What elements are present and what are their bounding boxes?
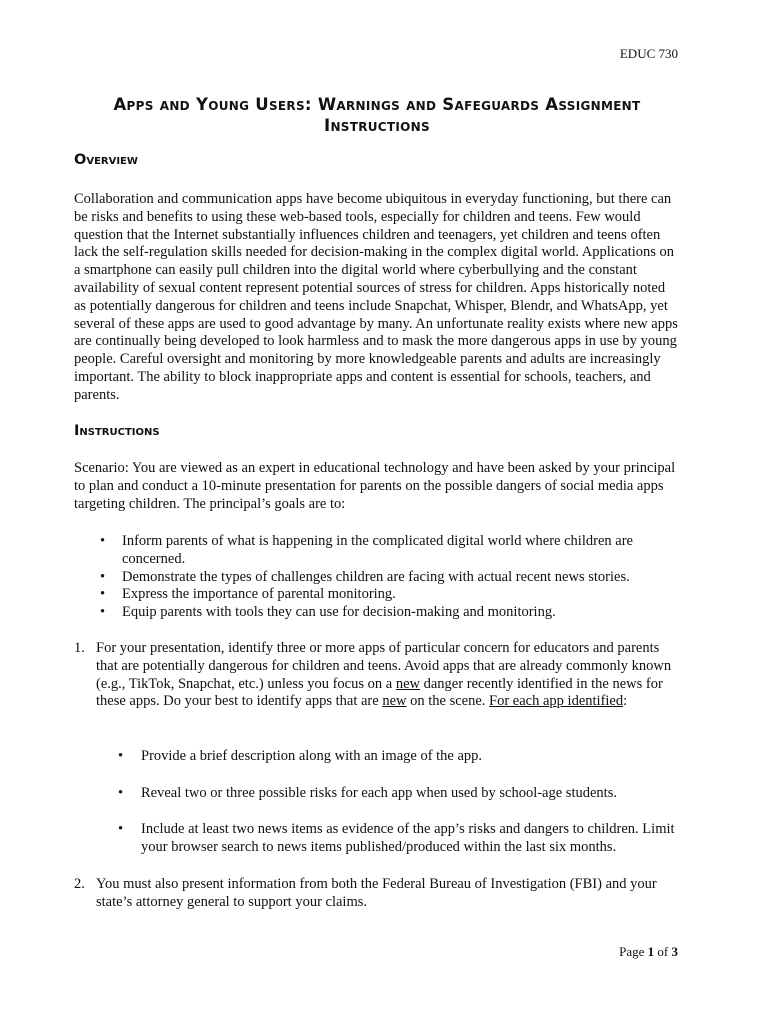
goal-item xyxy=(74,533,680,569)
overview-paragraph: Collaboration and communication apps have become ubiquitous in everyday functioning, but there can be risks and benefits to using these web-based tools, especially for children and teens. Few would question that the Internet substantially influences children and teenagers, yet children and teens often lack the self-regulation skills needed for decision-making in the complex digital world. Applications on a smartphone can easily pull children into the digital world where cyberbullying and the constant availability of sexual content represent potential sources of stress for children. Apps historically noted as potentially dangerous for children and teens include Snapchat, Whisper, Blendr, and WhatsApp, yet several of these apps are used to good advantage by many. An unfortunate reality exists where new apps are continually being developed to look harmless and to mask the more dangerous apps in use by young people. Careful oversight and monitoring by more knowledgeable parents and adults are increasingly important. The ability to block inappropriate apps and content is essential for schools, teachers, and parents. xyxy=(74,191,678,403)
title-line-2: Instructions xyxy=(324,116,430,135)
requirement-text: Reveal two or three possible risks for each app when used by school-age students. xyxy=(141,785,617,801)
goal-item xyxy=(74,604,680,622)
app-requirement-item xyxy=(74,821,680,857)
goal-item xyxy=(74,569,680,587)
numbered-item-1 xyxy=(74,640,680,711)
bullet-icon: • xyxy=(100,586,106,603)
goal-text: Express the importance of parental monitoring. xyxy=(122,586,396,603)
item-text-segment: For your presentation, identify three or more apps of particular concern for educators and parents that are potentially dangerous for children and teens. Avoid apps that are already commonly known (e.g., TikTok, Snapchat, etc.) unless you focus on a xyxy=(96,640,672,692)
page-label: Page xyxy=(619,944,648,959)
item-text-segment: danger recently identified in the news for these apps. Do your best to identify apps that are xyxy=(96,675,663,710)
bullet-icon: • xyxy=(100,568,106,585)
underlined-word: new xyxy=(382,693,407,710)
item-number: 1. xyxy=(74,640,85,656)
goal-text: Equip parents with tools they can use for decision-making and monitoring. xyxy=(122,604,556,621)
page-of-label: of xyxy=(654,944,672,959)
bullet-icon: • xyxy=(100,533,106,549)
item-text xyxy=(96,640,680,711)
document-title xyxy=(74,94,680,136)
requirement-text: Include at least two news items as evidence of the app’s risks and dangers to children. Limit your browser search to news items published/produced within the last six months. xyxy=(141,821,675,855)
numbered-item-2 xyxy=(74,876,680,912)
goal-text: Inform parents of what is happening in the complicated digital world where children are concerned. xyxy=(122,533,633,567)
overview-heading: Overview xyxy=(74,152,138,168)
underlined-phrase: For each app identified xyxy=(489,693,624,710)
item-text: You must also present information from both the Federal Bureau of Investigation (FBI) and your state’s attorney general to support your claims. xyxy=(96,876,657,910)
title-line-1: Apps and Young Users: Warnings and Safeguards Assignment xyxy=(113,95,641,114)
document-page xyxy=(74,0,680,1024)
current-page-number: 1 xyxy=(647,944,655,959)
scenario-paragraph: Scenario: You are viewed as an expert in educational technology and have been asked by your principal to plan and conduct a 10-minute presentation for parents on the possible dangers of social media apps targeting children. The principal’s goals are to: xyxy=(74,460,676,512)
bullet-icon: • xyxy=(118,821,124,837)
requirement-text: Provide a brief description along with an image of the app. xyxy=(141,748,483,764)
item-number: 2. xyxy=(74,876,85,892)
instructions-heading: Instructions xyxy=(74,423,160,439)
app-requirement-item xyxy=(74,748,680,766)
underlined-word: new xyxy=(395,675,420,692)
course-code: EDUC 730 xyxy=(619,46,678,61)
app-requirement-item xyxy=(74,785,680,803)
goals-list xyxy=(74,533,680,622)
goal-text: Demonstrate the types of challenges children are facing with actual recent news stories. xyxy=(122,568,630,585)
bullet-icon: • xyxy=(118,785,124,801)
goal-item xyxy=(74,586,680,604)
bullet-icon: • xyxy=(118,748,124,764)
total-pages-number: 3 xyxy=(671,944,678,959)
item-text-segment: on the scene. xyxy=(406,693,490,710)
bullet-icon: • xyxy=(100,604,106,621)
page-footer xyxy=(619,944,678,960)
item-text-segment: : xyxy=(623,693,628,710)
